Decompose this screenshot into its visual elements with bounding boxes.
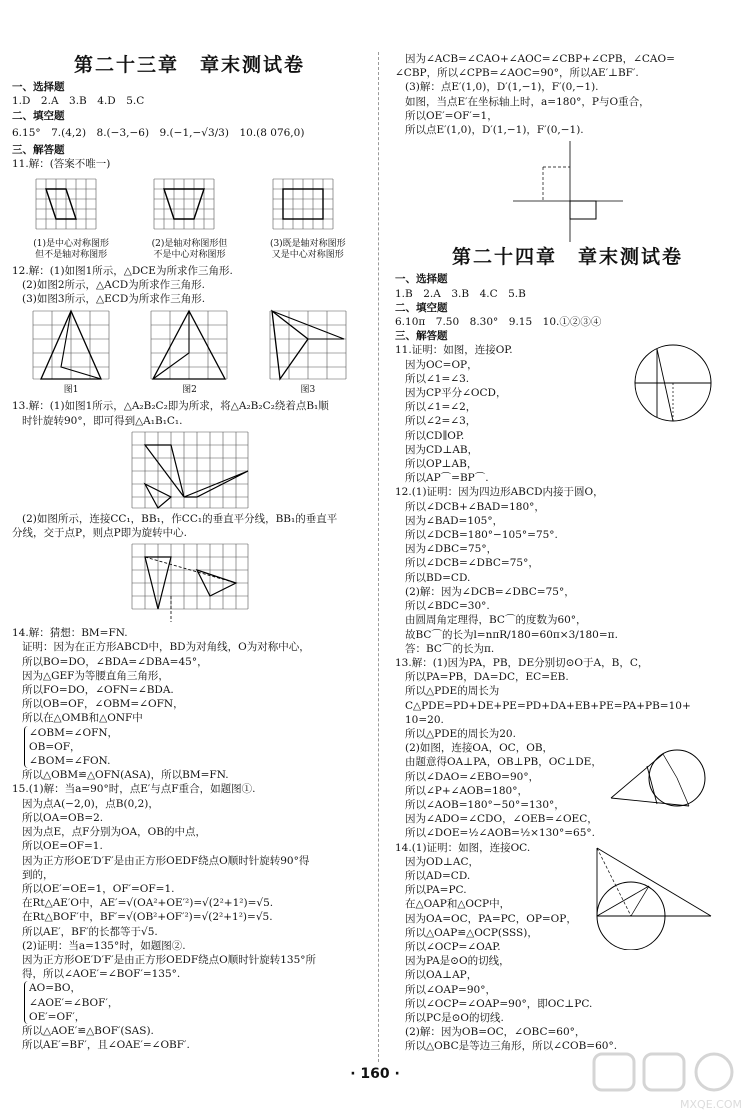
r-section-solve: 三、解答题 [395, 330, 448, 343]
r-q11-line-3: 所以∠1=∠3. [405, 372, 470, 385]
r-q11-line-7: 所以CD∥OP. [405, 429, 465, 442]
watermark-logo [592, 1050, 742, 1112]
q13-line-1: 13.解：(1)如图1所示，△A₂B₂C₂即为所求，将△A₂B₂C₂绕着点B₁顺 [12, 400, 329, 413]
q14-brace [24, 726, 367, 769]
left-column [12, 52, 367, 1052]
q14-line-3: 所以BO=DO，∠BDA=∠DBA=45°， [22, 655, 208, 668]
q14-line-1: 14.解：猜想：BM=FN. [12, 627, 128, 640]
q15-line-2: 因为点A(−2,0)，点B(0,2)， [22, 797, 159, 810]
r-q14-line-2: 因为OD⊥AC， [405, 855, 480, 868]
r-q12-line-4: 所以∠DCB=180°−105°=75°. [405, 529, 558, 542]
r-q12-line-12: 答：BC⌒的长为π. [405, 642, 495, 655]
r-q13-line-9: 所以∠DAO=∠EBO=90°， [405, 770, 540, 783]
q12-figure-1 [31, 309, 111, 396]
q15-line-8: 所以OE′=OE=1，OF′=OF=1. [22, 882, 175, 895]
q14-line-8: ∠OBM=∠OFN， [29, 726, 119, 739]
q15-line-15: AO=BO， [29, 982, 82, 995]
section-choice: 一、选择题 [12, 81, 65, 94]
r-q12-line-6: 所以∠DCB=∠DBC=75°， [405, 557, 539, 570]
r-q13-line-12: 因为∠ADO=∠CDO，∠OEB=∠OEC， [405, 813, 598, 826]
r-top-line-6: 所以点E′(1,0)，D′(1,−1)，F′(0,−1). [405, 124, 584, 137]
circle-figure-q11 [627, 343, 719, 433]
r-q13-line-3: 所以△PDE的周长为 [405, 685, 500, 698]
r-q11-line-8: 因为CD⊥AB， [405, 443, 479, 456]
r-q14-line-5: 在△OAP和△OCP中， [405, 898, 511, 911]
q15-line-19: 所以AE′=BF′，且∠OAE′=∠OBF′. [22, 1039, 190, 1052]
q13-figure-1 [130, 430, 250, 510]
q12-line-1: 12.解：(1)如图1所示，△DCE为所求作三角形. [12, 264, 233, 277]
q11-line: 11.解：(答案不唯一) [12, 158, 111, 171]
q11-caption-2: (2)是轴对称图形但不是中心对称图形 [151, 238, 228, 260]
r-q13-line-10: 所以∠P+∠AOB=180°， [405, 784, 528, 797]
q14-line-5: 所以FO=DO，∠OFN=∠BDA. [22, 684, 174, 697]
r-section-choice: 一、选择题 [395, 273, 448, 286]
r-q14-line-6: 因为OA=OC，PA=PC，OP=OP， [405, 912, 577, 925]
grid-figure-triangle-1 [31, 309, 111, 381]
q15-line-9: 在Rt△AE′O中，AE′=√(OA²+OE′²)=√(2²+1²)=√5. [22, 897, 274, 910]
q11-figures [12, 174, 367, 260]
fill-answers: 6.15° 7.(4,2) 8.(−3,−6) 9.(−1,−√3/3) 10.(8 076,0) [12, 126, 305, 139]
q12-line-2: (2)如图2所示，△ACD为所求作三角形. [22, 278, 206, 291]
grid-figure-trapezoid [149, 174, 219, 234]
r-q14-line-13: 所以PC是⊙O的切线. [405, 1011, 504, 1024]
r-q14-line-3: 所以AD=CD. [405, 869, 471, 882]
page-number: · 160 · [350, 1066, 400, 1082]
r-q11-line-6: 所以∠2=∠3， [405, 415, 477, 428]
q15-line-10: 在Rt△BOF′中，BF′=√(OB²+OF′²)=√(2²+1²)=√5. [22, 911, 273, 924]
r-fill-answers: 6.10π 7.50 8.30° 9.15 10.①②③④ [395, 316, 602, 329]
q12-line-3: (3)如图3所示，△ECD为所求作三角形. [22, 293, 206, 306]
q14-line-6: 所以OB=OF，∠OBM=∠OFN， [22, 698, 184, 711]
choice-answers: 1.D 2.A 3.B 4.D 5.C [12, 95, 145, 108]
r-top-line-5: 所以OE′=OF′=1， [405, 109, 498, 122]
r-q11-line-5: 所以∠1=∠2， [405, 401, 477, 414]
chapter-23-title: 第二十三章 章末测试卷 [73, 54, 305, 76]
grid-figure-parallelogram [31, 174, 101, 234]
r-q14-line-7: 所以△OAP≌△OCP(SSS)， [405, 926, 538, 939]
r-q12-line-8: (2)解：因为∠DCB=∠DBC=75°， [405, 585, 575, 598]
q15-line-6: 因为正方形OE′D′F′是由正方形OEDF绕点O顺时针旋转90°得 [22, 854, 310, 867]
r-q12-line-2: 所以∠DCB+∠BAD=180°， [405, 500, 545, 513]
q12-caption-1: 图1 [63, 385, 79, 396]
q15-line-16: ∠AOE′=∠BOF′， [29, 996, 119, 1009]
circle-figure-q14 [591, 846, 715, 950]
section-solve: 三、解答题 [12, 144, 65, 157]
q15-line-18: 所以△AOE′≌△BOF′(SAS). [22, 1024, 154, 1037]
q12-caption-2: 图2 [182, 385, 197, 396]
q15-brace [24, 981, 367, 1024]
q14-line-4: 因为△GEF为等腰直角三角形， [22, 669, 169, 682]
r-q11-line-10: 所以AP⌒=BP⌒. [405, 472, 489, 485]
chapter-24-title: 第二十四章 章末测试卷 [451, 246, 683, 269]
q15-line-12: (2)证明：当a=135°时，如题图②. [22, 939, 186, 952]
q11-caption-3: (3)既是轴对称图形又是中心对称图形 [269, 238, 346, 260]
r-q14-line-14: (2)解：因为OB=OC，∠OBC=60°， [405, 1026, 586, 1039]
q14-line-2: 证明：因为在正方形ABCD中，BD为对角线，O为对称中心， [22, 641, 310, 654]
q12-figure-2 [149, 309, 229, 396]
watermark-text: MXQE.COM [680, 1098, 742, 1111]
q13b-line-2: 分线，交于点P，则点P即为旋转中心. [12, 527, 187, 540]
r-q14-line-9: 因为PA是⊙O的切线， [405, 955, 510, 968]
q15-line-7: 到的， [22, 868, 54, 881]
q15-line-3: 所以OA=OB=2. [22, 811, 104, 824]
r-q13-line-2: 所以PA=PB，DA=DC，EC=EB. [405, 671, 569, 684]
section-fill: 二、填空题 [12, 109, 65, 122]
q14-line-9: OB=OF， [29, 740, 81, 753]
r-choice-answers: 1.B 2.A 3.B 4.C 5.B [395, 287, 526, 300]
r-q11-line-9: 所以OP⊥AB， [405, 458, 478, 471]
r-q11-line-2: 因为OC=OP， [405, 358, 478, 371]
q11-figure-2 [149, 174, 229, 260]
r-q12-line-10: 由圆周角定理得，BC⌒的度数为60°， [405, 614, 587, 627]
q15-line-4: 因为点E，点F分别为OA，OB的中点， [22, 826, 206, 839]
r-q13-line-11: 所以∠AOB=180°−50°=130°， [405, 798, 565, 811]
q13-line-2: 时针旋转90°，即可得到△A₁B₁C₁. [22, 414, 183, 427]
q14-line-7: 所以在△OMB和△ONF中 [22, 712, 143, 725]
r-section-fill: 二、填空题 [395, 301, 448, 314]
q15-line-1: 15.(1)解：当a=90°时，点E′与点F重合，如题图①. [12, 783, 256, 796]
q15-line-17: OE′=OF′， [29, 1010, 86, 1023]
r-q14-line-12: 所以∠OCP=∠OAP=90°，即OC⊥PC. [405, 997, 593, 1010]
r-q14-line-10: 所以OA⊥AP， [405, 969, 478, 982]
grid-figure-square [268, 174, 338, 234]
q12-figures [12, 309, 367, 396]
r-q12-line-9: 所以∠BDC=30°. [405, 600, 490, 613]
q13b-line-1: (2)如图所示，连接CC₁，BB₁，作CC₁的垂直平分线，BB₁的垂直平 [22, 512, 338, 525]
q12-caption-3: 图3 [300, 385, 316, 396]
q15-line-14: 得，所以∠AOE′=∠BOF′=135°. [22, 968, 181, 981]
circle-figure-q13 [607, 746, 717, 816]
q14-line-10: ∠BOM=∠FON. [29, 755, 111, 768]
watermark-icon [592, 1050, 742, 1094]
r-q13-line-4: C△PDE=PD+DE+PE=PD+DA+EB+PE=PA+PB=10+ [405, 699, 691, 712]
r-q14-line-8: 所以∠OCP=∠OAP. [405, 940, 501, 953]
q13-figure-2 [130, 542, 250, 624]
r-top-line-2: ∠CBP，所以∠CPB=∠AOC=90°，所以AE′⊥BF′. [395, 67, 639, 80]
q11-figure-1 [31, 174, 111, 260]
r-q14-line-1: 14.(1)证明：如图，连接OC. [395, 841, 531, 854]
q11-caption-1: (1)是中心对称图形但不是轴对称图形 [33, 238, 110, 260]
right-column [395, 52, 740, 1054]
r-top-line-4: 如图，当点E′在坐标轴上时，a=180°，P与O重合， [405, 95, 650, 108]
q15-line-11: 所以AE′，BF′的长都等于√5. [22, 925, 158, 938]
r-q13-line-7: (2)如图，连接OA，OC，OB， [405, 742, 554, 755]
grid-figure-triangle-3 [268, 309, 348, 381]
r-top-line-3: (3)解：点E′(1,0)，D′(1,−1)，F′(0,−1). [405, 81, 599, 94]
r-q13-line-1: 13.解：(1)因为PA，PB，DE分别切⊙O于A，B，C， [395, 656, 649, 669]
q15-line-13: 因为正方形OE′D′F′是由正方形OEDF绕点O顺时针旋转135°所 [22, 953, 317, 966]
r-q12-line-1: 12.(1)证明：因为四边形ABCD内接于圆O， [395, 486, 604, 499]
r-q12-line-7: 所以BD=CD. [405, 571, 471, 584]
coordinate-figure [508, 139, 628, 244]
r-q14-line-4: 所以PA=PC. [405, 884, 467, 897]
r-q13-line-6: 所以△PDE的周长为20. [405, 727, 516, 740]
r-q13-q14-block [395, 656, 740, 1054]
grid-figure-triangle-2 [149, 309, 229, 381]
r-q13-line-5: 10=20. [405, 713, 444, 726]
r-q12-line-11: 故BC⌒的长为l=nπR/180=60π×3/180=π. [405, 628, 618, 641]
r-q13-line-8: 由题意得OA⊥PA，OB⊥PB，OC⊥DE， [405, 756, 602, 769]
q14-line-11: 所以△OBM≌△OFN(ASA)，所以BM=FN. [22, 769, 229, 782]
r-q13-line-13: 所以∠DOE=½∠AOB=½×130°=65°. [405, 827, 595, 840]
q15-line-5: 所以OE=OF=1. [22, 840, 103, 853]
r-q12-line-5: 因为∠DBC=75°， [405, 543, 498, 556]
r-q12-line-3: 因为∠BAD=105°， [405, 514, 504, 527]
r-q11-line-4: 因为CP平分∠OCD， [405, 387, 507, 400]
r-q11-line-1: 11.证明：如图，连接OP. [395, 344, 513, 357]
q12-figure-3 [268, 309, 348, 396]
q11-figure-3 [268, 174, 348, 260]
r-q14-line-15: 所以△OBC是等边三角形，所以∠COB=60°. [405, 1040, 618, 1053]
r-q14-line-11: 所以∠OAP=90°， [405, 983, 496, 996]
r-q11-block [395, 343, 740, 485]
column-divider [378, 52, 379, 1062]
r-top-line-1: 因为∠ACB=∠CAO+∠AOC=∠CBP+∠CPB，∠CAO= [405, 53, 675, 65]
